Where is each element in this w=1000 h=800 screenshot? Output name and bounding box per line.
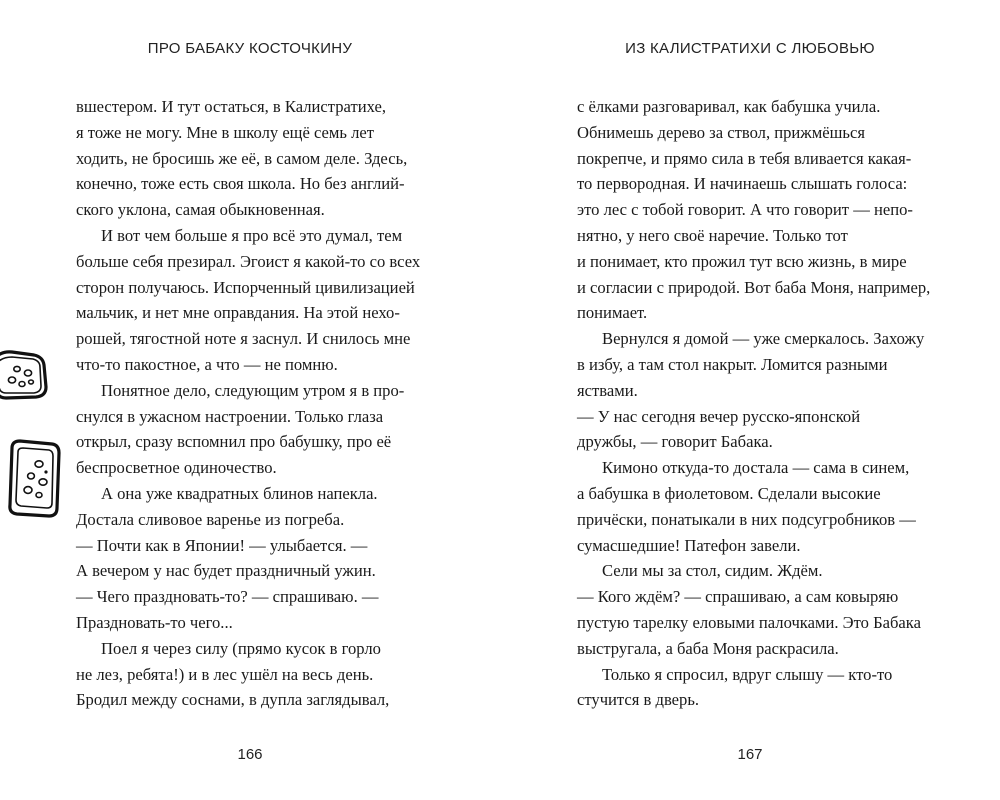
text-line: с ёлками разговаривал, как бабушка учила. [577,97,881,116]
text-line: сторон получаюсь. Испорченный цивилизацией [76,277,415,297]
text-line: понимает. [577,303,648,323]
text-line: не лез, ребята!) и в лес ушёл на весь день. [76,664,374,684]
text-line: причёски, понатыкали в них подсугробников — [577,509,916,529]
text-line: выстругала, а баба Моня раскрасила. [577,638,839,658]
square-pancake-icon [0,343,50,401]
text-line: открыл, сразу вспомнил про бабушку, про её [76,432,392,452]
text-line: и согласии с природой. Вот баба Моня, например, [577,277,931,297]
text-line: мальчик, и нет мне оправдания. На этой нехо- [76,303,400,323]
right-page [500,0,1000,800]
text-line: нятно, у него своё наречие. Только тот [577,225,848,245]
running-head-right: ИЗ КАЛИСТРАТИХИ С ЛЮБОВЬЮ [625,40,875,57]
text-line: это лес с тобой говорит. А что говорит — непо- [577,200,913,220]
square-pancake-icon [6,438,62,520]
text-line: стучится в дверь. [577,690,700,710]
text-line: А она уже квадратных блинов напекла. [101,483,378,503]
text-line: Кимоно откуда-то достала — сама в синем, [602,458,910,478]
text-line: и понимает, кто прожил тут всю жизнь, в мире [577,251,907,271]
text-line: ходить, не бросишь же её, в самом деле. Здесь, [76,148,408,168]
text-line: вшестером. И тут остаться, в Калистратихе, [76,97,386,116]
text-line: ского уклона, самая обыкновенная. [76,200,325,220]
text-line: то первородная. И начинаешь слышать голоса: [577,174,908,194]
text-line: дружбы, — говорит Бабака. [577,432,773,452]
page-number-right: 167 [737,746,763,763]
text-line: Только я спросил, вдруг слышу — кто-то [602,664,893,684]
text-line: И вот чем больше я про всё это думал, тем [101,225,403,245]
text-line: больше себя презирал. Эгоист я какой-то со всех [76,251,421,271]
text-line: а бабушка в фиолетовом. Сделали высокие [577,483,881,503]
body-text-right [577,94,931,713]
text-line: Сели мы за стол, сидим. Ждём. [602,561,823,581]
body-text-left [76,94,421,713]
text-line: что-то пакостное, а что — не помню. [76,354,338,374]
text-line: я тоже не могу. Мне в школу ещё семь лет [76,122,375,142]
text-line: — Почти как в Японии! — улыбается. — [76,535,368,555]
text-line: — Кого ждём? — спрашиваю, а сам ковыряю [577,587,899,607]
text-line: Достала сливовое варенье из погреба. [76,509,345,529]
text-line: Праздновать-то чего... [76,612,233,632]
text-line: беспросветное одиночество. [76,458,277,478]
running-head-left: ПРО БАБАКУ КОСТОЧКИНУ [147,40,353,57]
text-line: А вечером у нас будет праздничный ужин. [76,561,376,581]
text-line: рошей, тягостной ноте я заснул. И снилось мне [76,329,411,349]
text-line: Обнимешь дерево за ствол, прижмёшься [577,122,865,142]
text-line: — У нас сегодня вечер русско-японской [577,406,861,426]
page-number-left: 166 [237,746,263,763]
text-line: сумасшедшие! Патефон завели. [577,535,801,555]
text-line: покрепче, и прямо сила в тебя вливается какая- [577,148,912,168]
text-line: Поел я через силу (прямо кусок в горло [101,638,381,658]
text-line: Понятное дело, следующим утром я в про- [101,380,405,400]
text-line: снулся в ужасном настроении. Только глаза [76,406,384,426]
text-line: яствами. [577,380,638,400]
text-line: конечно, тоже есть своя школа. Но без англий- [76,174,405,194]
text-line: — Чего праздновать-то? — спрашиваю. — [76,587,379,607]
text-line: пустую тарелку еловыми палочками. Это Бабака [577,612,921,632]
text-line: в избу, а там стол накрыт. Ломится разными [577,354,888,374]
text-line: Бродил между соснами, в дупла заглядывал, [76,690,390,710]
text-line: Вернулся я домой — уже смеркалось. Захожу [602,329,925,349]
